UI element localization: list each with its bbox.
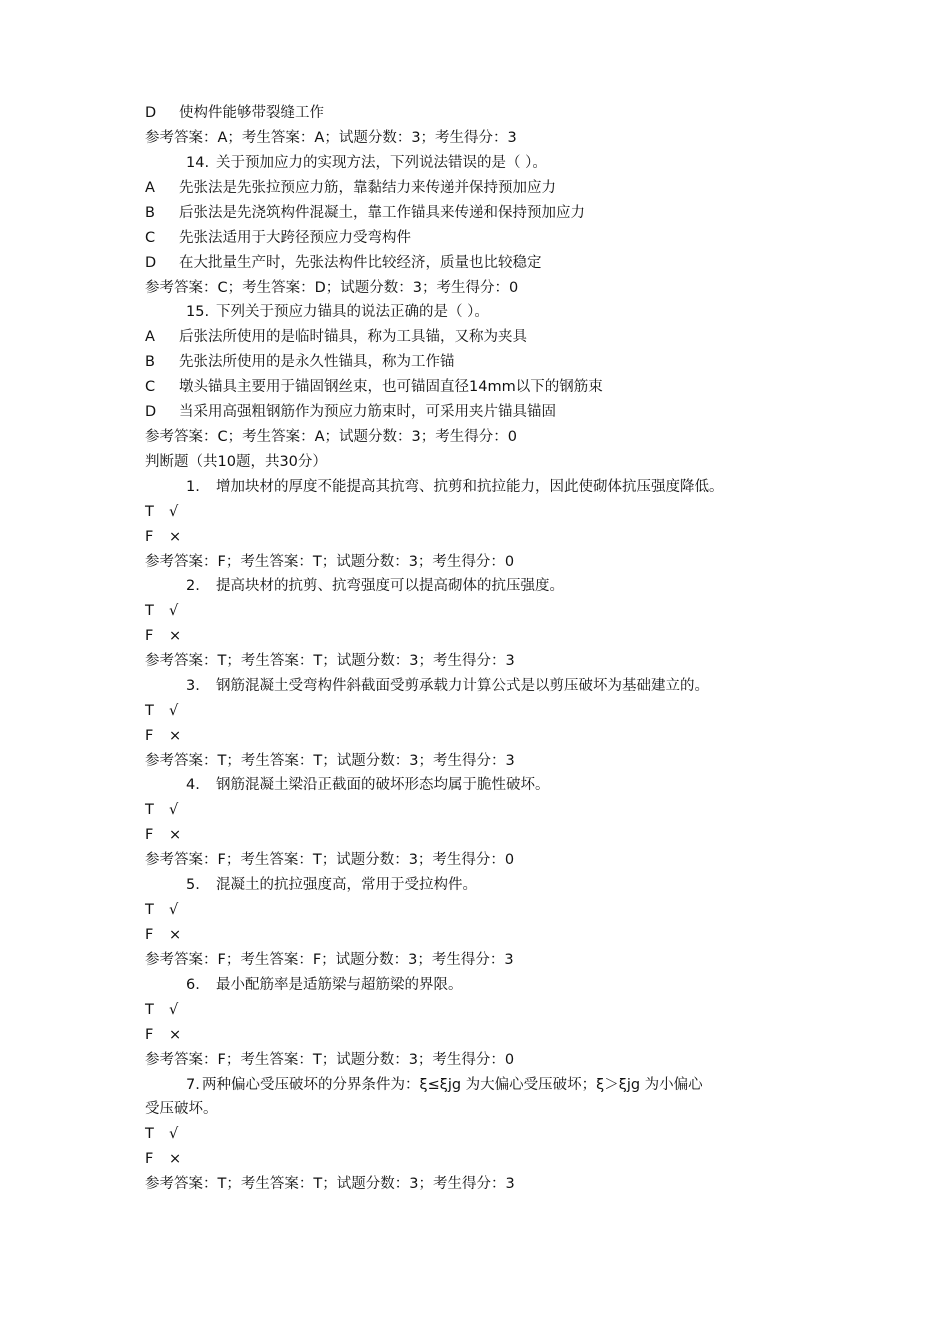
option-true [145,1000,178,1020]
tf-question-7 [186,1075,703,1095]
tf-question-1 [186,477,724,497]
answer-line: 参考答案：A；考生答案：A；试题分数：3；考生得分：3 [145,130,517,146]
question-text: 钢筋混凝土受弯构件斜截面受剪承载力计算公式是以剪压破坏为基础建立的。 [216,678,709,694]
check-mark-icon: √ [169,703,179,719]
check-mark-icon: √ [169,603,179,619]
option-letter: D [145,255,157,271]
option-false [145,626,181,646]
check-mark-icon: √ [169,902,179,918]
option-text: 后张法是先浇筑构件混凝土，靠工作锚具来传递和保持预加应力 [179,205,585,221]
option-letter: D [145,105,157,121]
option-d [145,103,324,123]
option-letter: B [145,354,155,370]
option-letter: C [145,230,156,246]
question-14 [186,153,547,173]
cross-mark-icon: × [169,529,182,545]
question-number: 2. [186,578,200,594]
question-number: 15. [186,304,210,320]
option-letter: T [145,802,154,818]
answer-line: 参考答案：C；考生答案：A；试题分数：3；考生得分：0 [145,429,517,445]
option-text: 先张法适用于大跨径预应力受弯构件 [179,230,411,246]
option-d [145,253,542,273]
option-a [145,178,556,198]
option-c [145,228,411,248]
option-d [145,402,556,422]
option-false [145,1025,181,1045]
option-letter: D [145,404,157,420]
question-text: 钢筋混凝土梁沿正截面的破坏形态均属于脆性破坏。 [216,777,550,793]
question-text: 增加块材的厚度不能提高其抗弯、抗剪和抗拉能力，因此使砌体抗压强度降低。 [216,479,724,495]
option-true [145,800,178,820]
question-number: 3. [186,678,200,694]
cross-mark-icon: × [169,728,182,744]
option-letter: B [145,205,155,221]
option-false [145,527,181,547]
tf-question-3 [186,676,709,696]
answer-line: 参考答案：T；考生答案：T；试题分数：3；考生得分：3 [145,653,515,669]
option-true [145,900,178,920]
cross-mark-icon: × [169,1151,182,1167]
option-c [145,377,603,397]
option-false [145,925,181,945]
option-false [145,825,181,845]
question-number: 1. [186,479,200,495]
question-number: 14. [186,155,210,171]
question-text: 提高块材的抗剪、抗弯强度可以提高砌体的抗压强度。 [216,578,564,594]
answer-line: 参考答案：C；考生答案：D；试题分数：3；考生得分：0 [145,280,519,296]
cross-mark-icon: × [169,827,182,843]
option-letter: F [145,1027,154,1043]
question-number: 6. [186,977,200,993]
option-false [145,1149,181,1169]
option-letter: A [145,329,155,345]
answer-line: 参考答案：F；考生答案：T；试题分数：3；考生得分：0 [145,852,515,868]
answer-line: 参考答案：T；考生答案：T；试题分数：3；考生得分：3 [145,753,515,769]
question-text: 下列关于预应力锚具的说法正确的是（ ）。 [216,304,489,320]
cross-mark-icon: × [169,927,182,943]
answer-line: 参考答案：F；考生答案：T；试题分数：3；考生得分：0 [145,1052,515,1068]
check-mark-icon: √ [169,504,179,520]
option-true [145,502,178,522]
option-letter: T [145,1002,154,1018]
option-text: 在大批量生产时，先张法构件比较经济，质量也比较稳定 [179,255,542,271]
option-text: 使构件能够带裂缝工作 [179,105,324,121]
option-letter: T [145,902,154,918]
cross-mark-icon: × [169,1027,182,1043]
option-letter: F [145,728,154,744]
check-mark-icon: √ [169,1002,179,1018]
tf-question-2 [186,576,564,596]
option-text: 后张法所使用的是临时锚具，称为工具锚，又称为夹具 [179,329,527,345]
option-letter: F [145,628,154,644]
option-letter: A [145,180,155,196]
option-letter: C [145,379,156,395]
tf-question-4 [186,775,550,795]
question-number: 4. [186,777,200,793]
option-true [145,701,178,721]
question-text-continued: 受压破坏。 [145,1101,218,1117]
answer-line: 参考答案：T；考生答案：T；试题分数：3；考生得分：3 [145,1176,515,1192]
option-letter: T [145,603,154,619]
question-15 [186,302,489,322]
option-letter: F [145,1151,154,1167]
answer-line: 参考答案：F；考生答案：T；试题分数：3；考生得分：0 [145,554,515,570]
tf-question-5 [186,875,477,895]
option-a [145,327,527,347]
check-mark-icon: √ [169,1126,179,1142]
section-title: 判断题（共10题，共30分） [145,454,327,470]
question-text: 混凝土的抗拉强度高，常用于受拉构件。 [216,877,477,893]
option-false [145,726,181,746]
option-letter: T [145,703,154,719]
option-letter: F [145,529,154,545]
option-letter: T [145,1126,154,1142]
check-mark-icon: √ [169,802,179,818]
question-text: 关于预加应力的实现方法，下列说法错误的是（ ）。 [216,155,547,171]
option-true [145,1124,178,1144]
option-text: 当采用高强粗钢筋作为预应力筋束时，可采用夹片锚具锚固 [179,404,556,420]
tf-question-6 [186,975,463,995]
question-number: 5. [186,877,200,893]
option-b [145,352,455,372]
option-text: 墩头锚具主要用于锚固钢丝束，也可锚固直径14mm以下的钢筋束 [179,379,603,395]
question-text: 最小配筋率是适筋梁与超筋梁的界限。 [216,977,463,993]
answer-line: 参考答案：F；考生答案：F；试题分数：3；考生得分：3 [145,952,514,968]
question-text: 两种偏心受压破坏的分界条件为：ξ≤ξjg 为大偏心受压破坏；ξ＞ξjg 为小偏心 [202,1077,703,1093]
cross-mark-icon: × [169,628,182,644]
option-letter: F [145,827,154,843]
option-true [145,601,178,621]
option-letter: F [145,927,154,943]
option-letter: T [145,504,154,520]
option-b [145,203,585,223]
option-text: 先张法所使用的是永久性锚具，称为工作锚 [179,354,455,370]
question-number: 7. [186,1077,200,1093]
option-text: 先张法是先张拉预应力筋，靠黏结力来传递并保持预加应力 [179,180,556,196]
